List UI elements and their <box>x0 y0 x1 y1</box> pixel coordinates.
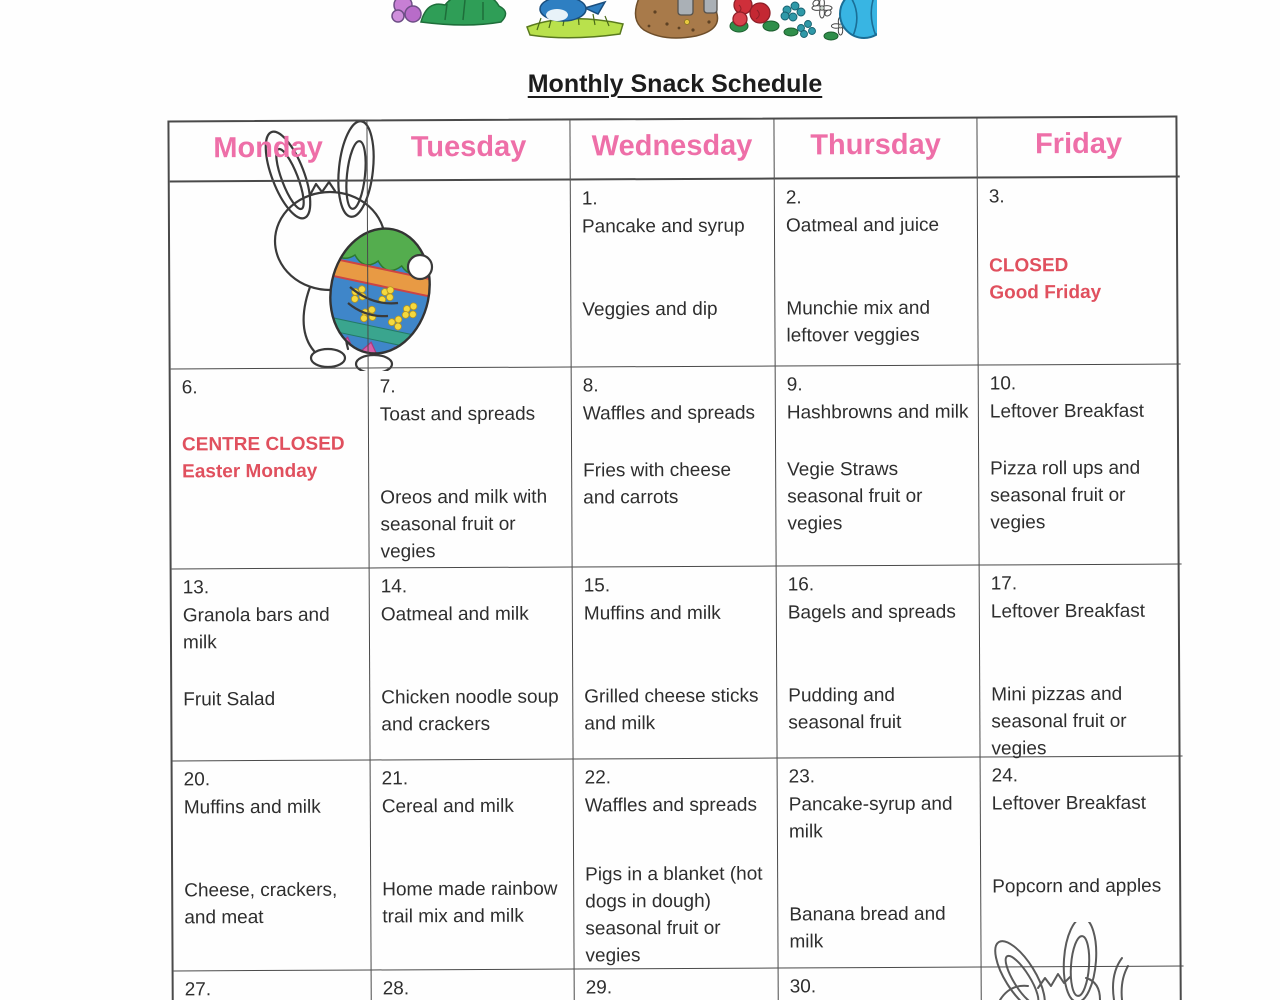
date-number: 15. <box>583 575 611 597</box>
snack-item-am: Pancake and syrup <box>581 215 745 238</box>
snack-item-pm: Chicken noodle soup and crackers <box>381 686 559 736</box>
page-title: Monthly Snack Schedule <box>527 70 823 98</box>
calendar-cell-day-2 <box>775 179 979 367</box>
closed-line: Good Friday <box>989 281 1102 304</box>
snack-item-pm: Munchie mix and leftover veggies <box>786 297 931 347</box>
date-number: 22. <box>584 767 612 789</box>
snack-item-am: Bagels and spreads <box>787 601 956 624</box>
snack-item-am: Muffins and milk <box>583 602 721 625</box>
calendar-cell-bunny-ears <box>982 967 1185 1000</box>
date-number: 29. <box>585 977 613 999</box>
calendar-cell-day-27 <box>174 970 373 1000</box>
date-number: 27. <box>184 979 212 1000</box>
calendar-cell-day-10 <box>979 365 1182 566</box>
date-number: 9. <box>786 374 803 396</box>
snack-item-pm: Veggies and dip <box>582 298 718 321</box>
date-number: 24. <box>991 765 1019 787</box>
snack-item-am: Granola bars and milk <box>182 604 330 654</box>
snack-item-pm: Popcorn and apples <box>992 875 1162 898</box>
date-number: 16. <box>787 574 815 596</box>
snack-item-pm: Banana bread and milk <box>789 903 946 953</box>
date-number: 6. <box>181 377 198 399</box>
calendar-cell-day-1 <box>571 180 776 368</box>
snack-item-am: Leftover Breakfast <box>991 792 1147 815</box>
snack-item-am: Pancake-syrup and milk <box>788 793 953 843</box>
snack-item-pm: Pudding and seasonal fruit <box>788 684 902 734</box>
calendar-cell-day-30 <box>779 968 983 1000</box>
calendar-cell-empty <box>368 181 572 369</box>
snack-item-pm: Vegie Straws seasonal fruit or vegies <box>787 458 923 535</box>
closed-line: Easter Monday <box>182 460 318 483</box>
closed-notice <box>989 252 1172 307</box>
snack-item-pm: Mini pizzas and seasonal fruit or vegies <box>991 683 1127 760</box>
snack-item-pm: Fruit Salad <box>183 688 276 711</box>
calendar-cell-day-3 <box>978 178 1181 366</box>
calendar-cell-day-9 <box>776 366 980 567</box>
calendar-cell-day-22 <box>574 759 779 970</box>
snack-item-am: Leftover Breakfast <box>989 400 1145 423</box>
date-number: 17. <box>990 573 1018 595</box>
date-number: 8. <box>582 375 599 397</box>
snack-item-am: Toast and spreads <box>379 403 536 426</box>
snack-item-am: Muffins and milk <box>183 796 321 819</box>
date-number: 13. <box>182 577 210 599</box>
calendar-cell-day-28 <box>372 969 576 1000</box>
date-number: 1. <box>581 188 598 210</box>
closed-notice <box>182 431 360 486</box>
snack-item-pm: Home made rainbow trail mix and milk <box>382 878 558 928</box>
calendar-cell-day-14 <box>370 567 574 760</box>
closed-line: CENTRE CLOSED <box>181 433 345 456</box>
snack-item-pm: Pigs in a blanket (hot dogs in dough) seasonal fruit or vegies <box>585 863 763 967</box>
calendar-cell-day-21 <box>371 759 575 970</box>
calendar-cell-day-6 <box>171 368 370 569</box>
date-number: 10. <box>989 373 1017 395</box>
date-number: 3. <box>988 186 1005 208</box>
date-number: 20. <box>183 769 211 791</box>
day-header-wednesday: Wednesday <box>570 120 774 181</box>
day-header-monday: Monday <box>169 121 367 182</box>
date-number: 2. <box>785 187 802 209</box>
calendar-cell-day-23 <box>778 758 982 969</box>
snack-calendar-table <box>167 116 1182 1000</box>
calendar-cell-day-29 <box>575 968 780 1000</box>
date-number: 23. <box>788 766 816 788</box>
snack-item-am: Waffles and spreads <box>584 794 757 817</box>
calendar-cell-day-17 <box>980 565 1183 758</box>
calendar-cell-day-8 <box>572 367 777 568</box>
date-number: 7. <box>379 376 396 398</box>
date-number: 30. <box>789 976 817 998</box>
snack-item-am: Oatmeal and juice <box>785 214 940 237</box>
date-number: 14. <box>380 576 408 598</box>
snack-item-am: Leftover Breakfast <box>990 600 1146 623</box>
day-header-friday: Friday <box>977 118 1179 179</box>
spring-garden-clipart-icon <box>387 0 877 46</box>
calendar-cell-day-24 <box>981 757 1184 968</box>
snack-item-am: Cereal and milk <box>381 795 514 818</box>
snack-item-pm: Pizza roll ups and seasonal fruit or vegies <box>990 457 1141 534</box>
date-number: 21. <box>381 768 409 790</box>
snack-item-pm: Cheese, crackers, and meat <box>184 879 338 929</box>
day-header-thursday: Thursday <box>774 119 977 180</box>
closed-line: CLOSED <box>989 255 1069 277</box>
snack-item-am: Waffles and spreads <box>582 402 756 425</box>
snack-item-pm: Grilled cheese sticks and milk <box>584 685 759 735</box>
calendar-cell-day-13 <box>172 568 371 761</box>
calendar-cell-day-15 <box>573 567 778 760</box>
snack-item-am: Oatmeal and milk <box>380 603 529 626</box>
day-header-tuesday: Tuesday <box>367 121 570 182</box>
calendar-cell-day-7 <box>369 368 573 569</box>
snack-item-am: Hashbrowns and milk <box>786 401 969 424</box>
snack-item-pm: Fries with cheese and carrots <box>583 459 732 509</box>
snack-item-pm: Oreos and milk with seasonal fruit or vegies <box>380 486 548 563</box>
calendar-cell-day-20 <box>173 760 372 971</box>
calendar-cell-day-16 <box>777 566 981 759</box>
date-number: 28. <box>382 978 410 1000</box>
calendar-cell-bunny <box>170 181 369 369</box>
